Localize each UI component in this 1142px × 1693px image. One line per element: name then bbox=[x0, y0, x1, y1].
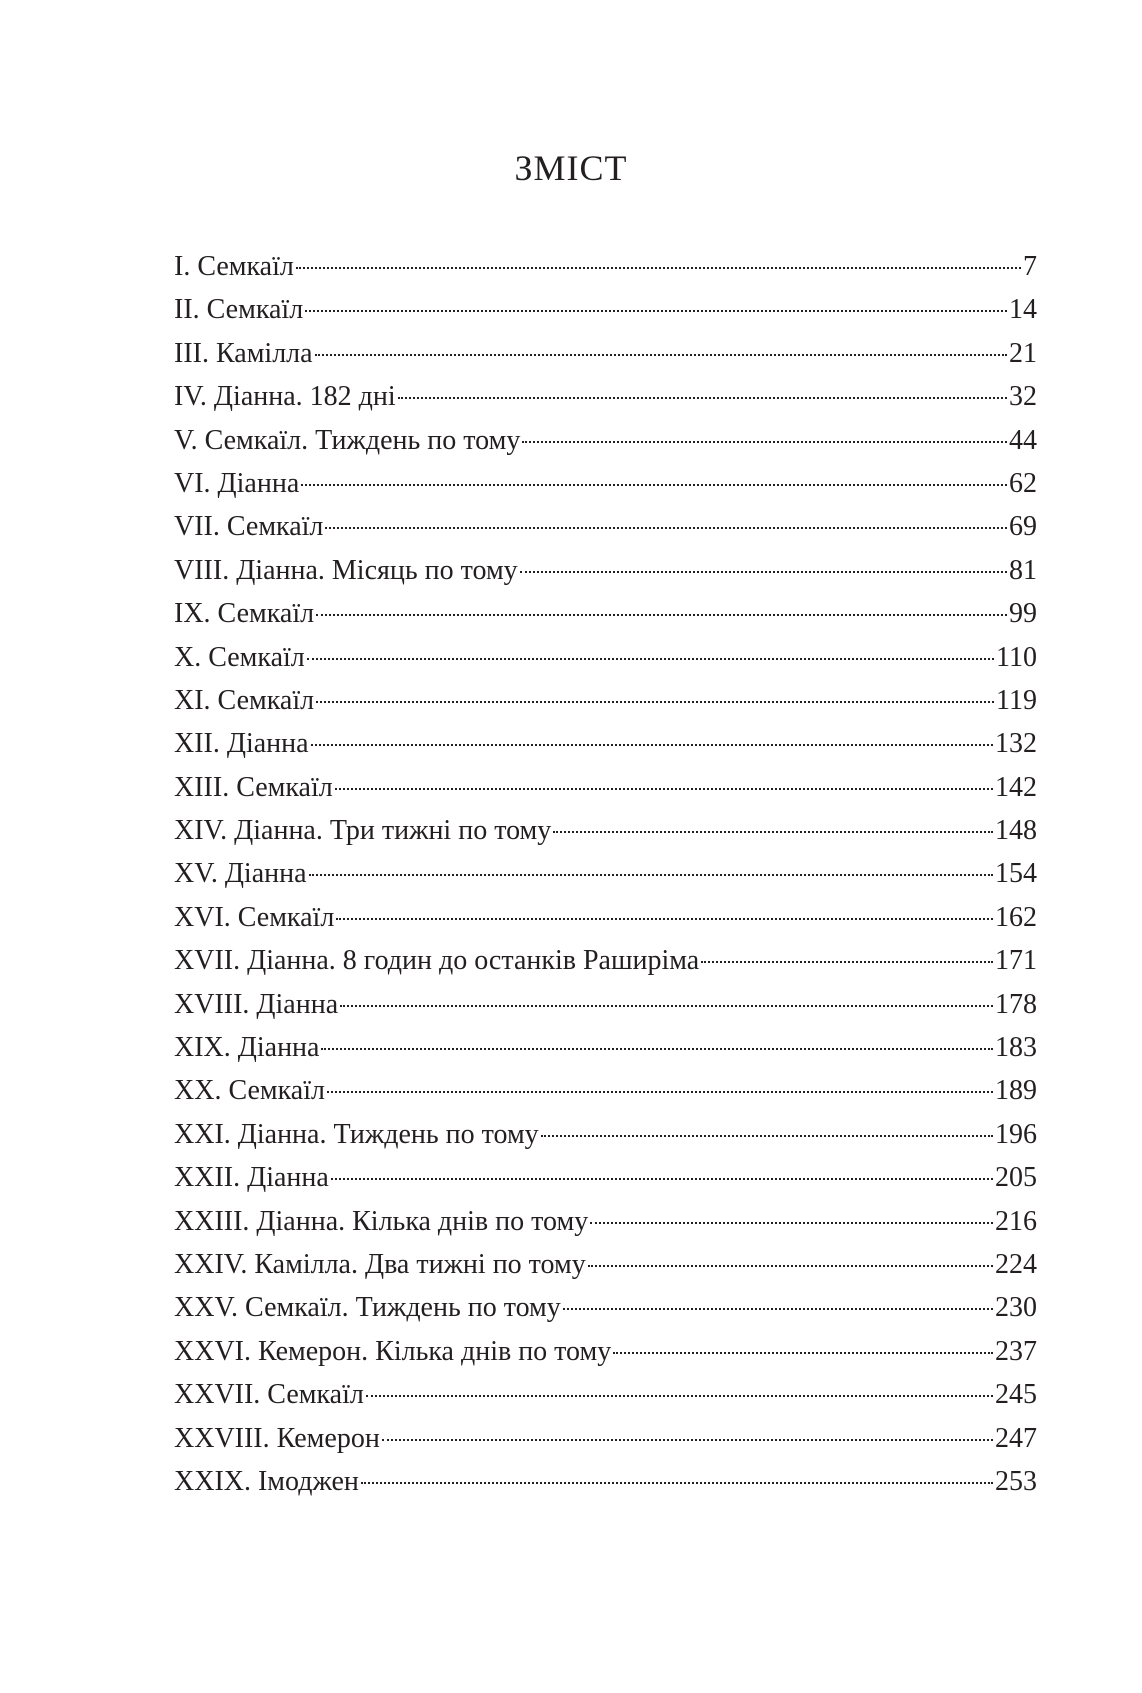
toc-entry bbox=[174, 419, 1037, 462]
toc-entry-page-number: 32 bbox=[1009, 381, 1037, 413]
toc-entry-page-number: 154 bbox=[995, 858, 1037, 890]
toc-entry-label: XV. Діанна bbox=[174, 858, 307, 890]
toc-dot-leader bbox=[331, 1178, 993, 1180]
toc-entry bbox=[174, 766, 1037, 809]
toc-dot-leader bbox=[315, 354, 1007, 356]
toc-entry-label: IV. Діанна. 182 дні bbox=[174, 381, 396, 413]
toc-entry-label: II. Семкаїл bbox=[174, 294, 304, 326]
toc-entry-page-number: 196 bbox=[995, 1118, 1037, 1150]
toc-entry-label: XXII. Діанна bbox=[174, 1162, 329, 1194]
toc-entry bbox=[174, 1069, 1037, 1112]
toc-entry-label: IX. Семкаїл bbox=[174, 598, 315, 630]
toc-entry-label: VIII. Діанна. Місяць по тому bbox=[174, 554, 518, 586]
toc-dot-leader bbox=[613, 1352, 993, 1354]
toc-entry bbox=[174, 1417, 1037, 1460]
toc-entry-label: X. Семкаїл bbox=[174, 641, 305, 673]
toc-entry-page-number: 183 bbox=[995, 1032, 1037, 1064]
toc-entry-label: III. Камілла bbox=[174, 337, 313, 369]
toc-entry bbox=[174, 245, 1037, 288]
toc-entry-label: XXIV. Камілла. Два тижні по тому bbox=[174, 1248, 586, 1280]
toc-entry-label: XII. Діанна bbox=[174, 728, 309, 760]
toc-dot-leader bbox=[325, 527, 1007, 529]
toc-dot-leader bbox=[522, 441, 1007, 443]
toc-entry bbox=[174, 1286, 1037, 1329]
toc-entry bbox=[174, 1460, 1037, 1503]
toc-entry-page-number: 245 bbox=[995, 1379, 1037, 1411]
toc-entry-label: XIV. Діанна. Три тижні по тому bbox=[174, 815, 552, 847]
toc-entry bbox=[174, 332, 1037, 375]
toc-entry-page-number: 171 bbox=[995, 945, 1037, 977]
toc-entry-page-number: 119 bbox=[996, 684, 1037, 716]
toc-dot-leader bbox=[366, 1395, 993, 1397]
toc-entry bbox=[174, 462, 1037, 505]
toc-entry-label: XI. Семкаїл bbox=[174, 684, 315, 716]
toc-entry bbox=[174, 939, 1037, 982]
toc-dot-leader bbox=[316, 614, 1007, 616]
toc-entry-label: V. Семкаїл. Тиждень по тому bbox=[174, 424, 521, 456]
toc-entry-page-number: 110 bbox=[996, 641, 1037, 673]
toc-entry bbox=[174, 852, 1037, 895]
toc-entry-label: XVII. Діанна. 8 годин до останків Раширіма bbox=[174, 945, 700, 977]
toc-entry-page-number: 247 bbox=[995, 1422, 1037, 1454]
toc-entry bbox=[174, 636, 1037, 679]
toc-entry-label: XIX. Діанна bbox=[174, 1032, 320, 1064]
toc-entry-label: XXIII. Діанна. Кілька днів по тому bbox=[174, 1205, 589, 1237]
toc-dot-leader bbox=[590, 1222, 993, 1224]
toc-entry bbox=[174, 722, 1037, 765]
toc-entry-page-number: 21 bbox=[1009, 337, 1037, 369]
toc-entry-label: VI. Діанна bbox=[174, 467, 300, 499]
toc-entry bbox=[174, 896, 1037, 939]
toc-entry-label: XXV. Семкаїл. Тиждень по тому bbox=[174, 1292, 561, 1324]
toc-entry-page-number: 81 bbox=[1009, 554, 1037, 586]
toc-dot-leader bbox=[563, 1308, 993, 1310]
toc-entry-page-number: 7 bbox=[1023, 251, 1037, 282]
toc-entry-page-number: 142 bbox=[995, 771, 1037, 803]
toc-entry-page-number: 237 bbox=[995, 1335, 1037, 1367]
toc-dot-leader bbox=[701, 961, 993, 963]
toc-dot-leader bbox=[309, 874, 993, 876]
toc-entry-page-number: 69 bbox=[1009, 511, 1037, 543]
toc-dot-leader bbox=[382, 1439, 993, 1441]
toc-entry-page-number: 253 bbox=[995, 1465, 1037, 1497]
toc-entry-label: XX. Семкаїл bbox=[174, 1075, 325, 1107]
toc-entry-page-number: 62 bbox=[1009, 467, 1037, 499]
table-of-contents bbox=[174, 245, 1037, 1503]
toc-entry-page-number: 189 bbox=[995, 1075, 1037, 1107]
toc-dot-leader bbox=[307, 658, 994, 660]
toc-entry-label: XXVII. Семкаїл bbox=[174, 1379, 364, 1411]
toc-entry bbox=[174, 983, 1037, 1026]
toc-dot-leader bbox=[301, 484, 1007, 486]
toc-entry-label: XXIX. Імоджен bbox=[174, 1465, 359, 1497]
toc-dot-leader bbox=[520, 571, 1007, 573]
toc-entry bbox=[174, 1156, 1037, 1199]
toc-entry bbox=[174, 679, 1037, 722]
toc-entry-label: XXVIII. Кемерон bbox=[174, 1422, 380, 1454]
toc-dot-leader bbox=[361, 1482, 993, 1484]
toc-entry bbox=[174, 505, 1037, 548]
toc-entry bbox=[174, 809, 1037, 852]
toc-entry-page-number: 99 bbox=[1009, 598, 1037, 630]
toc-entry-page-number: 178 bbox=[995, 988, 1037, 1020]
toc-entry-page-number: 224 bbox=[995, 1248, 1037, 1280]
toc-entry bbox=[174, 1113, 1037, 1156]
toc-entry bbox=[174, 1200, 1037, 1243]
toc-entry-page-number: 14 bbox=[1009, 294, 1037, 326]
toc-entry-page-number: 162 bbox=[995, 901, 1037, 933]
toc-entry-page-number: 44 bbox=[1009, 424, 1037, 456]
toc-entry-label: I. Семкаїл bbox=[174, 251, 294, 282]
toc-dot-leader bbox=[398, 397, 1007, 399]
toc-entry bbox=[174, 1243, 1037, 1286]
toc-entry-label: VII. Семкаїл bbox=[174, 511, 324, 543]
toc-dot-leader bbox=[336, 918, 993, 920]
toc-entry bbox=[174, 288, 1037, 331]
toc-dot-leader bbox=[321, 1048, 993, 1050]
page-title: ЗМІСТ bbox=[514, 148, 628, 188]
toc-dot-leader bbox=[311, 744, 993, 746]
toc-entry bbox=[174, 549, 1037, 592]
toc-entry-page-number: 148 bbox=[995, 815, 1037, 847]
toc-dot-leader bbox=[327, 1091, 993, 1093]
toc-entry bbox=[174, 1330, 1037, 1373]
toc-entry bbox=[174, 592, 1037, 635]
toc-dot-leader bbox=[553, 831, 993, 833]
toc-entry-label: XVIII. Діанна bbox=[174, 988, 339, 1020]
toc-entry-label: XXVI. Кемерон. Кілька днів по тому bbox=[174, 1335, 612, 1367]
toc-entry-label: XVI. Семкаїл bbox=[174, 901, 335, 933]
toc-entry-page-number: 216 bbox=[995, 1205, 1037, 1237]
toc-entry bbox=[174, 1373, 1037, 1416]
toc-dot-leader bbox=[588, 1265, 993, 1267]
toc-entry bbox=[174, 1026, 1037, 1069]
toc-dot-leader bbox=[305, 310, 1007, 312]
toc-dot-leader bbox=[316, 701, 994, 703]
toc-entry-page-number: 230 bbox=[995, 1292, 1037, 1324]
toc-entry-label: XXI. Діанна. Тиждень по тому bbox=[174, 1118, 539, 1150]
toc-entry bbox=[174, 375, 1037, 418]
toc-entry-page-number: 132 bbox=[995, 728, 1037, 760]
toc-dot-leader bbox=[335, 788, 993, 790]
toc-dot-leader bbox=[541, 1135, 993, 1137]
toc-dot-leader bbox=[296, 267, 1021, 269]
toc-entry-page-number: 205 bbox=[995, 1162, 1037, 1194]
toc-dot-leader bbox=[340, 1005, 993, 1007]
toc-entry-label: XIII. Семкаїл bbox=[174, 771, 333, 803]
